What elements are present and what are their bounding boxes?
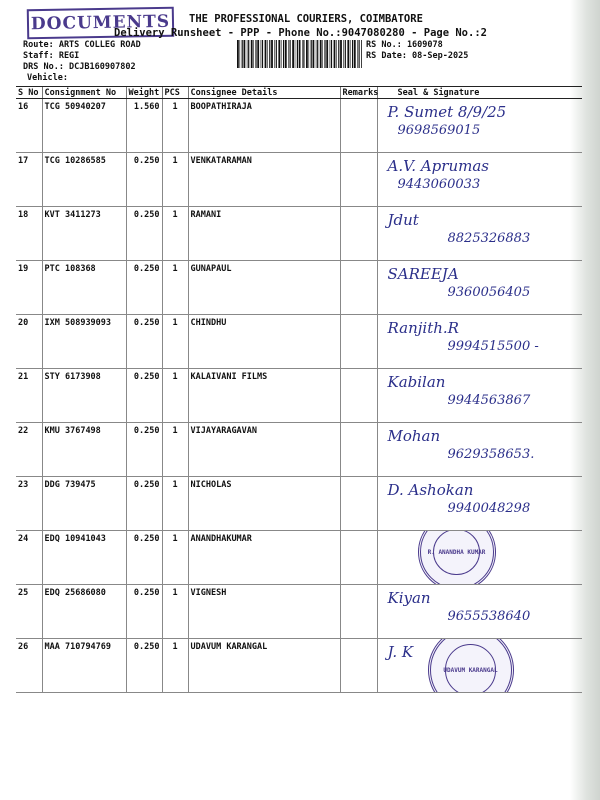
cell-consignment: KMU 3767498: [42, 423, 126, 477]
cell-weight: 0.250: [126, 369, 162, 423]
barcode-bar: [288, 40, 289, 68]
barcode-bar: [320, 40, 322, 68]
signature-handwriting: A.V. Aprumas: [387, 157, 489, 175]
cell-pcs: 1: [162, 99, 188, 153]
col-consignee: Consignee Details: [188, 87, 340, 99]
barcode-bar: [299, 40, 301, 68]
handwritten-phone: 9360056405: [447, 285, 531, 300]
cell-consignee: KALAIVANI FILMS: [188, 369, 340, 423]
cell-weight: 0.250: [126, 531, 162, 585]
cell-signature: [377, 423, 582, 477]
cell-remarks: [340, 207, 377, 261]
barcode-bar: [324, 40, 325, 68]
barcode-bar: [330, 40, 331, 68]
cell-sno: 24: [16, 531, 42, 585]
signature-handwriting: SAREEJA: [387, 265, 459, 283]
barcode-bar: [281, 40, 282, 68]
cell-sno: 19: [16, 261, 42, 315]
cell-pcs: 1: [162, 639, 188, 693]
signature-handwriting: Kabilan: [387, 373, 446, 391]
cell-sno: 25: [16, 585, 42, 639]
barcode: [237, 40, 362, 68]
barcode-bar: [352, 40, 353, 68]
col-consignment: Consignment No: [42, 87, 126, 99]
runsheet-table: [16, 86, 582, 693]
barcode-bar: [326, 40, 328, 68]
col-weight: Weight: [126, 87, 162, 99]
table-row: [16, 207, 582, 261]
cell-pcs: 1: [162, 585, 188, 639]
barcode-bar: [331, 40, 332, 68]
handwritten-phone: 9940048298: [447, 501, 531, 516]
barcode-bar: [306, 40, 308, 68]
barcode-bar: [285, 40, 287, 68]
seal-stamp: [428, 639, 514, 693]
barcode-bar: [336, 40, 337, 68]
barcode-bar: [295, 40, 296, 68]
cell-consignment: TCG 10286585: [42, 153, 126, 207]
cell-sno: 18: [16, 207, 42, 261]
barcode-bar: [261, 40, 262, 68]
cell-remarks: [340, 99, 377, 153]
barcode-bar: [302, 40, 303, 68]
table-row: [16, 423, 582, 477]
cell-remarks: [340, 585, 377, 639]
cell-signature: [377, 315, 582, 369]
signature-handwriting: Kiyan: [387, 589, 431, 607]
cell-pcs: 1: [162, 261, 188, 315]
handwritten-phone: 9698569015: [397, 123, 481, 138]
cell-sno: 23: [16, 477, 42, 531]
col-remarks: Remarks: [340, 87, 377, 99]
rs-date: RS Date: 08-Sep-2025: [366, 51, 469, 61]
cell-remarks: [340, 261, 377, 315]
col-sno: S No: [16, 87, 42, 99]
cell-pcs: 1: [162, 369, 188, 423]
cell-weight: 0.250: [126, 477, 162, 531]
table-row: [16, 99, 582, 153]
seal-text: UDAVUM KARANGAL: [443, 666, 498, 674]
cell-consignment: IXM 508939093: [42, 315, 126, 369]
handwritten-phone: 8825326883: [447, 231, 531, 246]
handwritten-phone: 9629358653.: [447, 447, 535, 462]
seal-text: R. ANANDHA KUMAR: [427, 548, 486, 556]
barcode-bar: [271, 40, 273, 68]
cell-consignee: RAMANI: [188, 207, 340, 261]
cell-remarks: [340, 369, 377, 423]
documents-stamp: DOCUMENTS: [27, 7, 175, 40]
barcode-bar: [283, 40, 284, 68]
handwritten-phone: 9944563867: [447, 393, 531, 408]
signature-handwriting: P. Sumet 8/9/25: [387, 103, 507, 121]
cell-remarks: [340, 315, 377, 369]
signature-handwriting: J. K: [387, 643, 414, 661]
cell-consignment: KVT 3411273: [42, 207, 126, 261]
barcode-bar: [253, 40, 254, 68]
barcode-bar: [309, 40, 310, 68]
barcode-bar: [311, 40, 312, 68]
cell-sno: 21: [16, 369, 42, 423]
company-title: THE PROFESSIONAL COURIERS, COIMBATORE: [189, 13, 423, 25]
cell-pcs: 1: [162, 153, 188, 207]
barcode-bar: [361, 40, 362, 68]
cell-weight: 0.250: [126, 207, 162, 261]
cell-consignee: VIJAYARAGAVAN: [188, 423, 340, 477]
barcode-bar: [297, 40, 298, 68]
barcode-bar: [303, 40, 304, 68]
drs-number: DRS No.: DCJB160907802: [23, 62, 136, 72]
barcode-bar: [240, 40, 241, 68]
barcode-bar: [262, 40, 263, 68]
cell-consignment: STY 6173908: [42, 369, 126, 423]
barcode-bar: [316, 40, 317, 68]
cell-remarks: [340, 639, 377, 693]
handwritten-phone: 9994515500 -: [447, 339, 539, 354]
cell-sno: 17: [16, 153, 42, 207]
cell-weight: 0.250: [126, 261, 162, 315]
cell-consignment: PTC 108368: [42, 261, 126, 315]
handwritten-phone: 9655538640: [447, 609, 531, 624]
cell-weight: 0.250: [126, 585, 162, 639]
cell-weight: 0.250: [126, 315, 162, 369]
cell-pcs: 1: [162, 477, 188, 531]
cell-sno: 26: [16, 639, 42, 693]
barcode-bar: [334, 40, 336, 68]
cell-consignee: GUNAPAUL: [188, 261, 340, 315]
cell-consignee: ANANDHAKUMAR: [188, 531, 340, 585]
barcode-bar: [322, 40, 323, 68]
cell-weight: 0.250: [126, 423, 162, 477]
barcode-bar: [317, 40, 318, 68]
barcode-bar: [292, 40, 294, 68]
barcode-bar: [345, 40, 346, 68]
cell-pcs: 1: [162, 423, 188, 477]
table-row: [16, 477, 582, 531]
cell-signature: [377, 99, 582, 153]
barcode-bar: [251, 40, 253, 68]
cell-signature: [377, 585, 582, 639]
cell-signature: [377, 207, 582, 261]
barcode-bar: [350, 40, 351, 68]
cell-consignee: CHINDHU: [188, 315, 340, 369]
barcode-bar: [278, 40, 280, 68]
route-label: Route: ARTS COLLEG ROAD: [23, 40, 141, 50]
barcode-bar: [357, 40, 358, 68]
signature-handwriting: D. Ashokan: [387, 481, 474, 499]
table-header-row: [16, 87, 582, 99]
runsheet-subtitle: Delivery Runsheet - PPP - Phone No.:9047080280 - Page No.:2: [114, 27, 487, 39]
vehicle-label: Vehicle:: [27, 73, 68, 83]
cell-signature: [377, 639, 582, 693]
cell-sno: 20: [16, 315, 42, 369]
cell-consignee: VIGNESH: [188, 585, 340, 639]
cell-weight: 0.250: [126, 639, 162, 693]
table-row: [16, 585, 582, 639]
handwritten-phone: 9443060033: [397, 177, 481, 192]
barcode-bar: [248, 40, 249, 68]
barcode-bar: [237, 40, 239, 68]
barcode-bar: [265, 40, 267, 68]
cell-consignment: EDQ 25686080: [42, 585, 126, 639]
table-row: [16, 531, 582, 585]
barcode-bar: [242, 40, 243, 68]
col-signature: Seal & Signature: [377, 87, 582, 99]
signature-handwriting: Mohan: [387, 427, 441, 445]
barcode-bar: [354, 40, 356, 68]
barcode-bar: [257, 40, 259, 68]
barcode-bar: [343, 40, 344, 68]
cell-consignee: NICHOLAS: [188, 477, 340, 531]
cell-consignee: UDAVUM KARANGAL: [188, 639, 340, 693]
cell-remarks: [340, 531, 377, 585]
cell-consignment: EDQ 10941043: [42, 531, 126, 585]
cell-consignee: BOOPATHIRAJA: [188, 99, 340, 153]
cell-weight: 1.560: [126, 99, 162, 153]
cell-remarks: [340, 153, 377, 207]
seal-stamp: [418, 531, 496, 585]
barcode-bar: [347, 40, 349, 68]
cell-consignment: DDG 739475: [42, 477, 126, 531]
cell-weight: 0.250: [126, 153, 162, 207]
cell-signature: [377, 369, 582, 423]
cell-pcs: 1: [162, 531, 188, 585]
cell-consignee: VENKATARAMAN: [188, 153, 340, 207]
rs-number: RS No.: 1609078: [366, 40, 443, 50]
barcode-bar: [255, 40, 256, 68]
barcode-bar: [359, 40, 360, 68]
cell-sno: 22: [16, 423, 42, 477]
cell-signature: [377, 153, 582, 207]
table-row: [16, 639, 582, 693]
barcode-bar: [338, 40, 339, 68]
signature-handwriting: Jdut: [387, 211, 419, 229]
cell-signature: [377, 477, 582, 531]
barcode-bar: [274, 40, 275, 68]
cell-consignment: TCG 50940207: [42, 99, 126, 153]
barcode-bar: [267, 40, 268, 68]
cell-signature: [377, 531, 582, 585]
table-row: [16, 261, 582, 315]
cell-pcs: 1: [162, 315, 188, 369]
barcode-bar: [290, 40, 291, 68]
barcode-bar: [244, 40, 246, 68]
barcode-bar: [269, 40, 270, 68]
staff-label: Staff: REGI: [23, 51, 80, 61]
cell-signature: [377, 261, 582, 315]
signature-handwriting: Ranjith.R: [387, 319, 459, 337]
table-row: [16, 315, 582, 369]
cell-remarks: [340, 477, 377, 531]
table-row: [16, 153, 582, 207]
barcode-bar: [276, 40, 277, 68]
barcode-bar: [313, 40, 315, 68]
cell-sno: 16: [16, 99, 42, 153]
barcode-bar: [340, 40, 342, 68]
cell-pcs: 1: [162, 207, 188, 261]
cell-remarks: [340, 423, 377, 477]
cell-consignment: MAA 710794769: [42, 639, 126, 693]
table-row: [16, 369, 582, 423]
col-pcs: PCS: [162, 87, 188, 99]
barcode-bar: [247, 40, 248, 68]
